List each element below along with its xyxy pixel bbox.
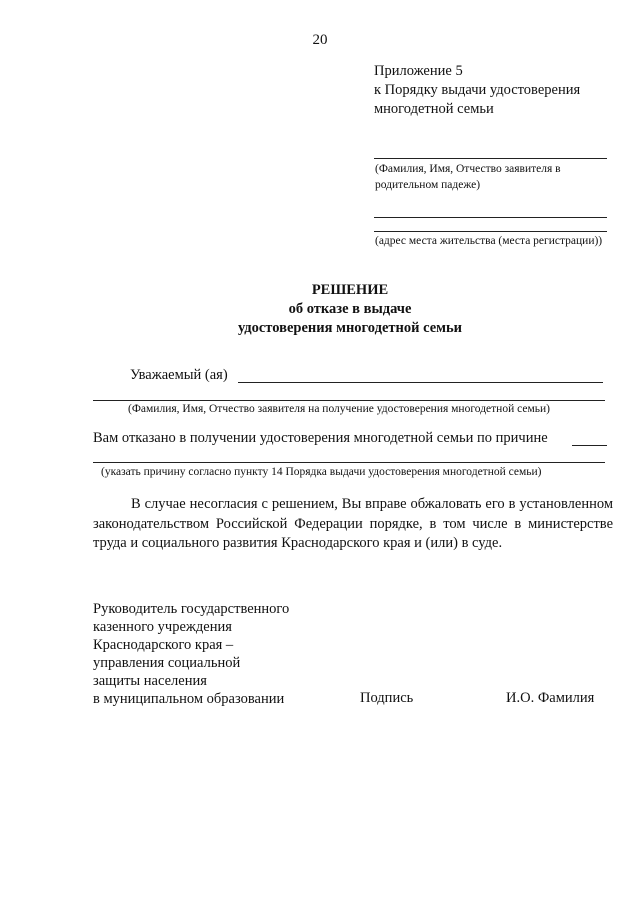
page-number: 20 bbox=[312, 32, 328, 48]
refusal-reason-line-2 bbox=[93, 462, 605, 463]
address-line-1 bbox=[374, 217, 607, 218]
appendix-header bbox=[374, 62, 580, 119]
addressee-name-caption: (Фамилия, Имя, Отчество заявителя в родительном падеже) bbox=[375, 163, 561, 191]
addressee-name-line bbox=[374, 158, 607, 159]
greeting-caption: (Фамилия, Имя, Отчество заявителя на получение удостоверения многодетной семьи) bbox=[128, 403, 550, 415]
greeting-label: Уважаемый (ая) bbox=[130, 367, 228, 383]
refusal-text: Вам отказано в получении удостоверения многодетной семьи по причине bbox=[93, 430, 548, 446]
appeal-paragraph: В случае несогласия с решением, Вы вправе обжаловать его в установленном законодательством Российской Федерации порядке, в том числе в министерстве труда и социального развития Краснодарского края и (или) в суде. bbox=[93, 496, 613, 551]
title-line-3: удостоверения многодетной семьи bbox=[237, 320, 463, 336]
address-line-2 bbox=[374, 231, 607, 232]
title-line-2: об отказе в выдаче bbox=[288, 301, 412, 317]
appendix-line-3: многодетной семьи bbox=[374, 101, 494, 117]
signatory-position: Руководитель государственного казенного учреждения Краснодарского края – управления социальной защиты населения в муниципальном образовании bbox=[93, 601, 290, 707]
appendix-line-2: к Порядку выдачи удостоверения bbox=[374, 82, 581, 98]
signature-label: Подпись bbox=[360, 690, 414, 706]
greeting-name-line bbox=[238, 382, 603, 383]
document-title bbox=[0, 281, 640, 338]
signatory-name-label: И.О. Фамилия bbox=[506, 690, 595, 706]
refusal-caption: (указать причину согласно пункту 14 Порядка выдачи удостоверения многодетной семьи) bbox=[101, 466, 542, 478]
refusal-reason-line-1 bbox=[572, 445, 607, 446]
address-caption: (адрес места жительства (места регистрации)) bbox=[375, 235, 603, 247]
title-line-1: РЕШЕНИЕ bbox=[311, 282, 389, 298]
appendix-line-1: Приложение 5 bbox=[374, 63, 463, 79]
